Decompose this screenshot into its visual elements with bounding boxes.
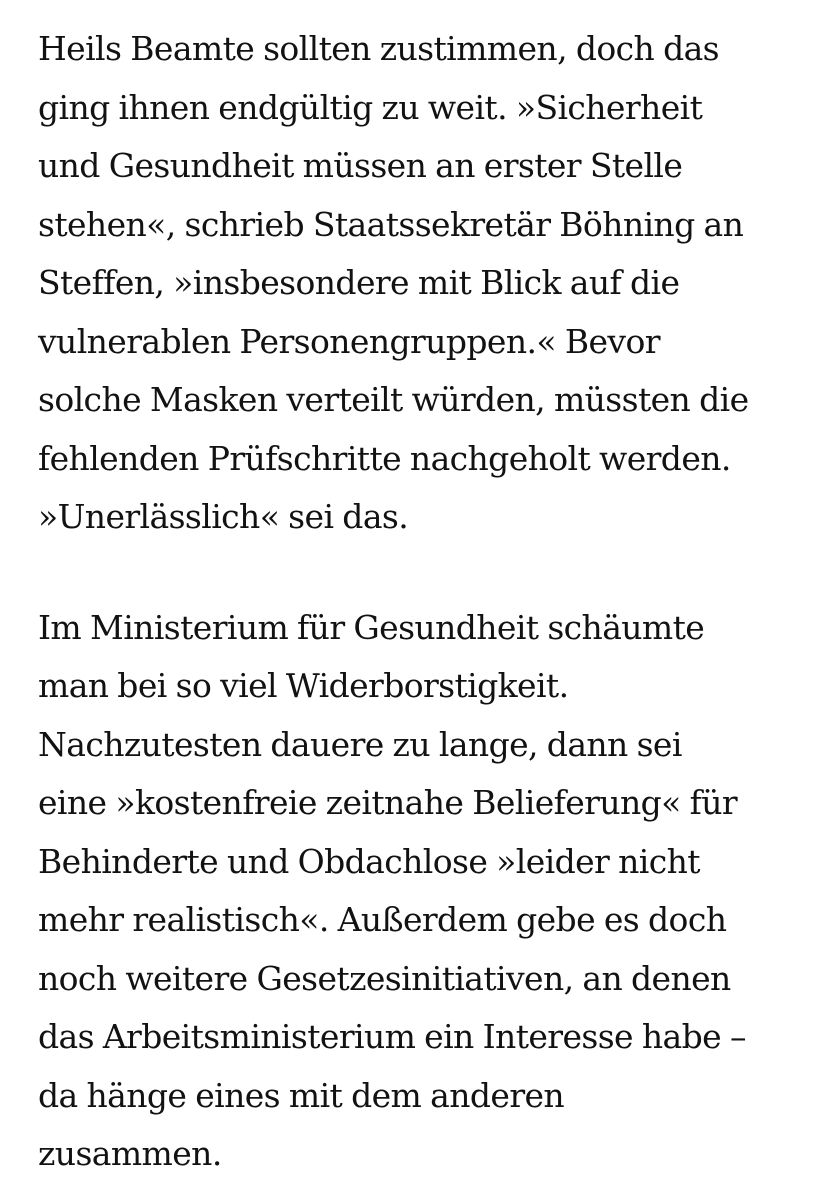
paragraph-2 xyxy=(38,599,828,1184)
text-line: solche Masken verteilt würden, müssten die xyxy=(38,380,749,419)
text-line: fehlenden Prüfschritte nachgeholt werden. xyxy=(38,438,731,478)
text-line: und Gesundheit müssen an erster Stelle xyxy=(38,146,683,185)
text-line: das Arbeitsministerium ein Interesse habe – xyxy=(38,1017,746,1056)
text-line: man bei so viel Widerborstigkeit. xyxy=(38,666,569,705)
text-line: noch weitere Gesetzesinitiativen, an denen xyxy=(38,958,731,998)
text-line: zusammen. xyxy=(38,1134,222,1173)
text-line: vulnerablen Personengruppen.« Bevor xyxy=(38,321,660,361)
text-line: Im Ministerium für Gesundheit schäumte xyxy=(38,607,705,647)
text-line: eine »kostenfreie zeitnahe Belieferung« für xyxy=(38,783,738,822)
text-line: mehr realistisch«. Außerdem gebe es doch xyxy=(38,900,727,939)
text-line: da hänge eines mit dem anderen xyxy=(38,1075,565,1115)
text-line: Steffen, »insbesondere mit Blick auf die xyxy=(38,263,680,302)
text-line: stehen«, schrieb Staatssekretär Böhning an xyxy=(38,204,744,244)
text-line: Heils Beamte sollten zustimmen, doch das xyxy=(38,29,719,68)
text-line: Behinderte und Obdachlose »leider nicht xyxy=(38,841,700,881)
text-line: ging ihnen endgültig zu weit. »Sicherheit xyxy=(38,87,703,127)
text-line: »Unerlässlich« sei das. xyxy=(38,497,409,536)
text-line: Nachzutesten dauere zu lange, dann sei xyxy=(38,724,682,764)
paragraph-1 xyxy=(38,20,828,547)
article-body xyxy=(38,20,828,1184)
